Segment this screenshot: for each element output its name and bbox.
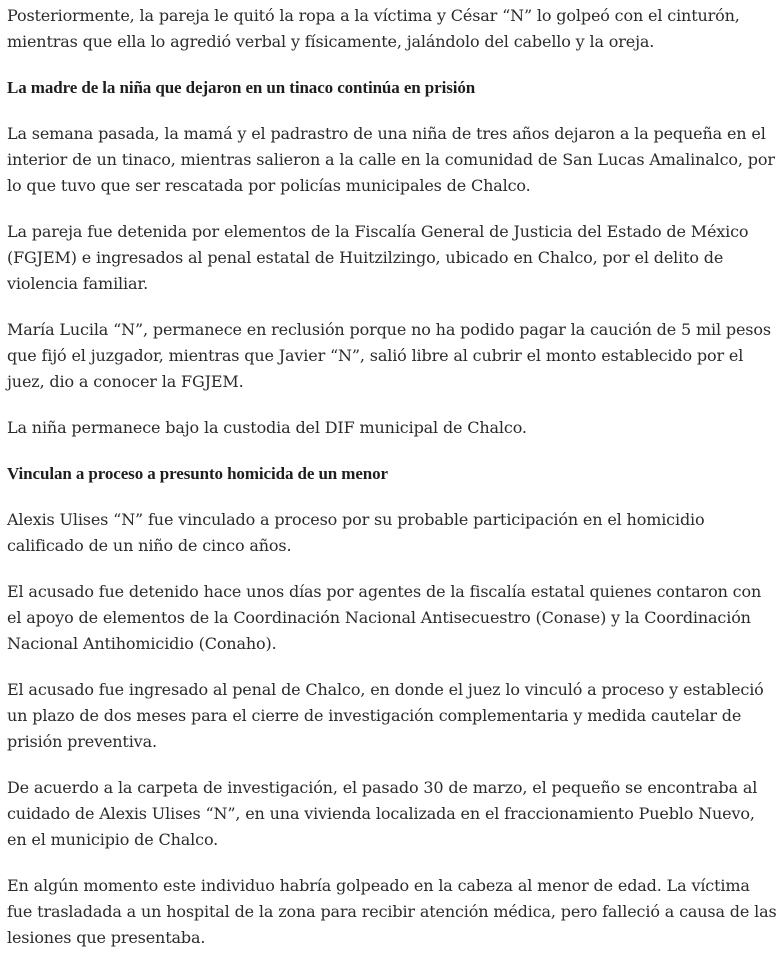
paragraph: María Lucila “N”, permanece en reclusión porque no ha podido pagar la caución de 5 mil pesos que fijó el juzgador, mientras que Javier “N”, salió libre al cubrir el monto establecido por el juez, dio a conocer la FGJEM.	[7, 320, 771, 391]
section-heading: Vinculan a proceso a presunto homicida de un menor	[7, 464, 389, 483]
paragraph: La pareja fue detenida por elementos de la Fiscalía General de Justicia del Estado de México (FGJEM) e ingresados al penal estatal de Huitzilzingo, ubicado en Chalco, por el delito de violencia familiar.	[7, 222, 749, 293]
paragraph: En algún momento este individuo habría golpeado en la cabeza al menor de edad. La víctima fue trasladada a un hospital de la zona para recibir atención médica, pero falleció a causa de las lesiones que presentaba.	[7, 876, 777, 947]
paragraph: De acuerdo a la carpeta de investigación, el pasado 30 de marzo, el pequeño se encontraba al cuidado de Alexis Ulises “N”, en una vivienda localizada en el fraccionamiento Pueblo Nuevo, en el municipio de Chalco.	[7, 778, 758, 849]
article-body	[7, 3, 779, 971]
paragraph: Posteriormente, la pareja le quitó la ropa a la víctima y César “N” lo golpeó con el cinturón, mientras que ella lo agredió verbal y físicamente, jalándolo del cabello y la oreja.	[7, 6, 740, 51]
paragraph: El acusado fue detenido hace unos días por agentes de la fiscalía estatal quienes contaron con el apoyo de elementos de la Coordinación Nacional Antisecuestro (Conase) y la Coordinación Nacional Antihomicidio (Conaho).	[7, 582, 762, 653]
paragraph: La semana pasada, la mamá y el padrastro de una niña de tres años dejaron a la pequeña en el interior de un tinaco, mientras salieron a la calle en la comunidad de San Lucas Amalinalco, por lo que tuvo que ser rescatada por policías municipales de Chalco.	[7, 124, 775, 195]
paragraph: La niña permanece bajo la custodia del DIF municipal de Chalco.	[7, 418, 527, 437]
section-heading: La madre de la niña que dejaron en un tinaco continúa en prisión	[7, 78, 476, 97]
paragraph: El acusado fue ingresado al penal de Chalco, en donde el juez lo vinculó a proceso y estableció un plazo de dos meses para el cierre de investigación complementaria y medida cautelar de prisión preventiva.	[7, 680, 764, 751]
paragraph: Alexis Ulises “N” fue vinculado a proceso por su probable participación en el homicidio calificado de un niño de cinco años.	[7, 510, 705, 555]
